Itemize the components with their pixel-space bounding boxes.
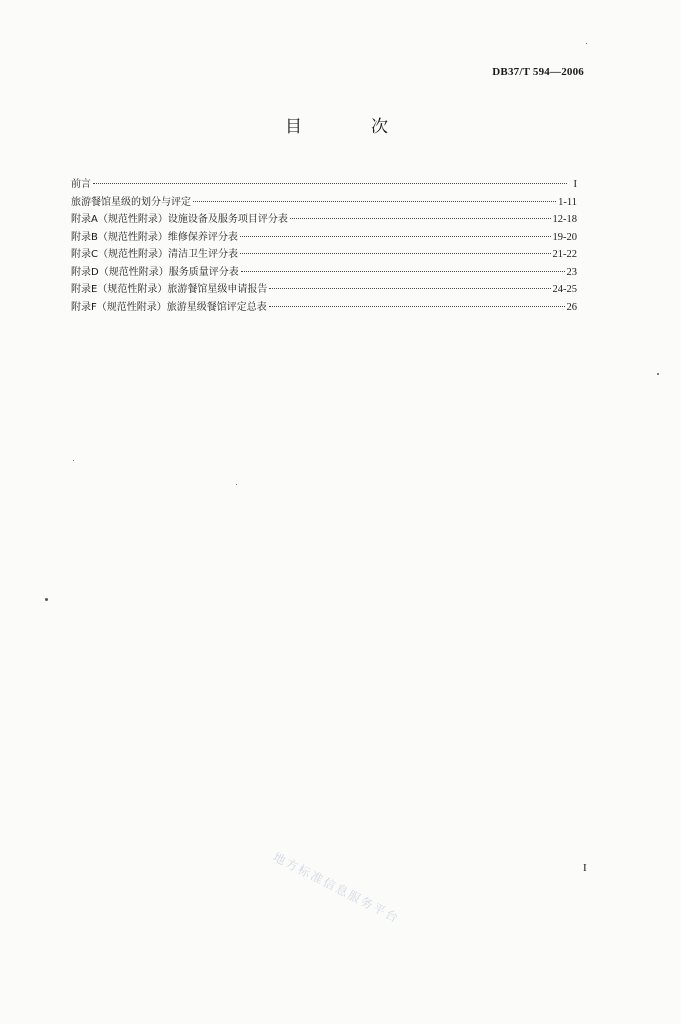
toc-entry-label: 附录B（规范性附录）维修保养评分表	[71, 231, 238, 243]
toc-entry-foreword[interactable]	[71, 176, 577, 194]
scan-speck	[657, 373, 659, 375]
scan-speck	[45, 598, 48, 601]
toc-entry-appendix-b[interactable]	[71, 229, 577, 247]
toc-entry-appendix-f[interactable]	[71, 299, 577, 317]
toc-entry-page: 19-20	[552, 231, 577, 243]
page-number: I	[583, 862, 587, 874]
toc-entry-page: 1-11	[558, 196, 577, 208]
toc-leader-dots	[240, 236, 551, 237]
scan-speck	[586, 43, 587, 44]
toc-leader-dots	[269, 306, 565, 307]
toc-entry-page: I	[573, 179, 577, 190]
toc-leader-dots	[240, 253, 551, 254]
toc-entry-page: 24-25	[552, 284, 577, 295]
scan-speck	[73, 460, 74, 461]
toc-entry-appendix-c[interactable]	[71, 246, 577, 264]
toc-leader-dots	[193, 201, 556, 202]
toc-entry-label: 附录E（规范性附录）旅游餐馆星级申请报告	[71, 284, 268, 295]
toc-entry-page: 12-18	[552, 214, 577, 225]
toc-entry-page: 26	[566, 301, 577, 313]
toc-entry-label: 前言	[71, 179, 91, 190]
table-of-contents	[71, 176, 577, 316]
standard-code: DB37/T 594—2006	[492, 66, 584, 78]
scan-speck	[236, 484, 237, 485]
toc-entry-appendix-d[interactable]	[71, 264, 577, 282]
watermark: 地方标准信息服务平台	[270, 849, 402, 926]
toc-entry-appendix-a[interactable]	[71, 211, 577, 229]
toc-entry-label: 附录F（规范性附录）旅游星级餐馆评定总表	[71, 301, 267, 313]
toc-entry-label: 附录D（规范性附录）服务质量评分表	[71, 266, 239, 278]
toc-leader-dots	[93, 183, 567, 184]
toc-leader-dots	[241, 271, 565, 272]
toc-entry-label: 附录C（规范性附录）清洁卫生评分表	[71, 249, 238, 260]
toc-title: 目 次	[285, 117, 414, 137]
toc-entry-label: 附录A（规范性附录）设施设备及服务项目评分表	[71, 214, 288, 225]
toc-leader-dots	[269, 288, 550, 289]
toc-entry-appendix-e[interactable]	[71, 281, 577, 299]
toc-leader-dots	[290, 218, 551, 219]
toc-entry-main-standard[interactable]	[71, 194, 577, 212]
toc-entry-label: 旅游餐馆星级的划分与评定	[71, 196, 191, 208]
toc-entry-page: 23	[566, 266, 577, 278]
toc-entry-page: 21-22	[552, 249, 577, 260]
